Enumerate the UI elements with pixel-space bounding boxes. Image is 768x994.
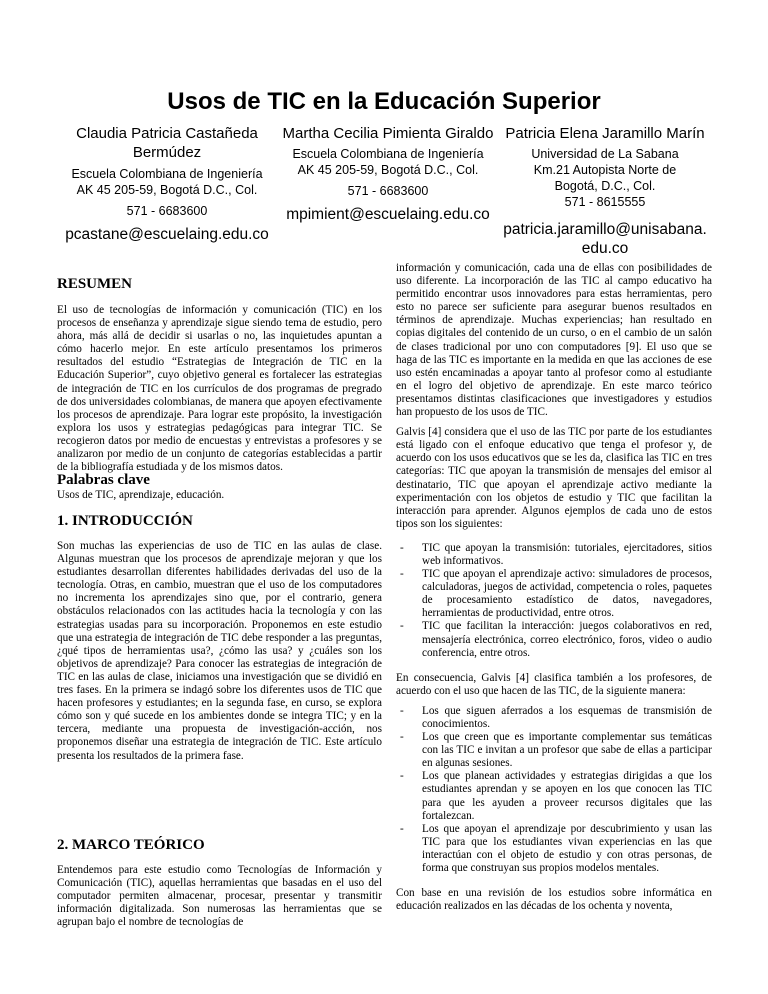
list-item: - TIC que facilitan la interacción: juegos colaborativos en red, mensajería electrónica, correo electrónico, foros, video o audio conferencia, entre otros. bbox=[396, 620, 712, 659]
author-phone: 571 - 8615555 bbox=[564, 195, 646, 209]
list-item: - Los que apoyan el aprendizaje por descubrimiento y usan las TIC para que los estudiantes vivan experiencias en las que interactúan con el objeto de estudio y con otras personas, de forma que construyan sus propios modelos mentales. bbox=[396, 823, 712, 875]
list-item: - TIC que apoyan la transmisión: tutoriales, ejercitadores, sitios web informativos. bbox=[396, 542, 712, 568]
right-paragraph-1: información y comunicación, cada una de ellas con posibilidades de uso diferente. La incorporación de las TIC al campo educativo ha permitido encontrar usos innovadores para estas herramientas, pero esto no parece ser suficiente para asegurar buenos resultados en términos de aprendizaje. Muchas experiencias; han resultado en copias digitales del contenido de un curso, o en el cambio de un salón de clases tradicional por uno con computadores [9]. El uso que se haga de las TIC es importante en la medida en que las acciones de ese uso estén encaminadas a apoyar tanto al profesor como al estudiante en el logro del objetivo de aprendizaje. En este marco teórico presentamos distintas clasificaciones que investigadores y estudios han propuesto de los usos de TIC. bbox=[396, 262, 712, 419]
author-address: Km.21 Autopista Norte de Bogotá, D.C., Col. bbox=[533, 163, 677, 193]
marco-text bbox=[57, 864, 382, 929]
author-name: Martha Cecilia Pimienta Giraldo bbox=[282, 125, 494, 142]
list-item: - Los que creen que es importante complementar sus temáticas con las TIC e invitan a un profesor que sabe de ellas a participar en algunas sesiones. bbox=[396, 731, 712, 770]
palabras-clave-heading: Palabras clave bbox=[57, 472, 150, 488]
author-phone: 571 - 6683600 bbox=[347, 184, 429, 198]
palabras-clave-paragraph: Usos de TIC, aprendizaje, educación. bbox=[57, 489, 225, 501]
intro-text bbox=[57, 540, 382, 763]
tic-types-list bbox=[396, 542, 712, 660]
list-item: - Los que planean actividades y estrategias dirigidas a que los estudiantes aprendan y se apoyen en los que conocen las TIC para que les ayuden a proveer recursos digitales que las fortalezcan. bbox=[396, 770, 712, 822]
marco-heading: 2. MARCO TEÓRICO bbox=[57, 837, 205, 853]
list-item: - TIC que apoyan el aprendizaje activo: simuladores de procesos, calculadoras, juegos de actividad, competencia o roles, paquetes de procesamiento estadístico de datos, navegadores, herramientas de productividad, entre otros. bbox=[396, 568, 712, 620]
resumen-heading: RESUMEN bbox=[57, 276, 133, 292]
palabras-clave-text bbox=[57, 489, 382, 502]
author-affiliation: Escuela Colombiana de Ingeniería bbox=[292, 147, 484, 161]
author-block-3 bbox=[496, 124, 714, 258]
author-phone: 571 - 6683600 bbox=[126, 204, 208, 218]
right-paragraph-2: Galvis [4] considera que el uso de las TIC por parte de los estudiantes está ligado con el enfoque educativo que tenga el profesor y, de acuerdo con los usos educativos que se les da, clasifica las TIC en tres categorías: TIC que apoyan la transmisión de mensajes del emisor al destinatario, TIC que apoyan el aprendizaje activo mediante la experimentación con los objetos de estudio y TIC que facilitan la interacción para aprender. Algunos ejemplos de cada uno de estos tipos son los siguientes: bbox=[396, 426, 712, 530]
author-block-2 bbox=[276, 124, 500, 224]
author-address: AK 45 205-59, Bogotá D.C., Col. bbox=[76, 183, 258, 197]
right-column bbox=[396, 262, 712, 913]
intro-paragraph: Son muchas las experiencias de uso de TIC en las aulas de clase. Algunas muestran que los procesos de aprendizaje mejoran y que los estudiantes desarrollan diferentes habilidades derivadas del uso de la tecnología. Otras, en cambio, muestran que el uso de los computadores no incrementa los aprendizajes sino que, por el contrario, genera obstáculos relacionados con las actitudes hacia la tecnología y con las estrategias usadas para su incorporación. Proponemos en este estudio que una estrategia de integración de TIC debe responder a las preguntas, ¿qué tipos de herramientas usa?, ¿cómo las usa? y ¿cuáles son los objetivos de aprendizaje? Para conocer las estrategias de integración de TIC en las aulas de clase, iniciamos una investigación que se dividió en tres fases. En la primera se indagó sobre los diferentes usos de TIC que hacen profesores y estudiantes; en la segunda fase, en curso, se explora cómo son y qué sucede en los ambientes donde se integra TIC; y en la tercera, mediante una propuesta de investigación-acción, nos proponemos diseñar una estrategia de integración de TIC. Este artículo presenta los resultados de la primera fase. bbox=[57, 540, 382, 762]
intro-heading: 1. INTRODUCCIÓN bbox=[57, 513, 193, 529]
author-block-1 bbox=[58, 124, 276, 244]
right-paragraph-4: Con base en una revisión de los estudios sobre informática en educación realizados en las décadas de los ochenta y noventa, bbox=[396, 887, 712, 913]
author-address: AK 45 205-59, Bogotá D.C., Col. bbox=[297, 163, 479, 177]
paper-title: Usos de TIC en la Educación Superior bbox=[167, 88, 601, 115]
author-email[interactable]: mpimient@escuelaing.edu.co bbox=[286, 206, 490, 223]
author-affiliation: Escuela Colombiana de Ingeniería bbox=[71, 167, 263, 181]
author-email[interactable]: patricia.jaramillo@unisabana.edu.co bbox=[503, 221, 707, 257]
author-name: Claudia Patricia Castañeda Bermúdez bbox=[76, 125, 258, 161]
teacher-types-list bbox=[396, 705, 712, 875]
author-email[interactable]: pcastane@escuelaing.edu.co bbox=[65, 226, 269, 243]
resumen-paragraph: El uso de tecnologías de información y comunicación (TIC) en los procesos de enseñanza y aprendizaje sigue siendo tema de estudio, pero ahora, más allá de decidir si usarlas o no, las inquietudes apuntan a cómo hacerlo mejor. En este artículo presentamos los primeros resultados del estudio “Estrategias de Integración de TIC en la Educación Superior”, cuyo objetivo general es fortalecer las estrategias de integración de TIC en los currículos de dos programas de pregrado de dos universidades colombianas, de manera que apoyen efectivamente los procesos de aprendizaje. Para lograr este propósito, la investigación explora los usos y estrategias pedagógicas para integrar TIC. Se recogieron datos por medio de encuestas y entrevistas a profesores y se analizaron por medio de un conjunto de categorías establecidas a partir de la bibliografía estudiada y de los mismos datos. bbox=[57, 304, 382, 474]
list-item: - Los que siguen aferrados a los esquemas de transmisión de conocimientos. bbox=[396, 705, 712, 731]
author-name: Patricia Elena Jaramillo Marín bbox=[505, 125, 705, 142]
right-paragraph-3: En consecuencia, Galvis [4] clasifica también a los profesores, de acuerdo con el uso que hacen de las TIC, de la siguiente manera: bbox=[396, 671, 712, 697]
resumen-text bbox=[57, 304, 382, 474]
marco-paragraph: Entendemos para este estudio como Tecnologías de Información y Comunicación (TIC), aquellas herramientas que basadas en el uso del computador permiten almacenar, procesar, presentar y transmitir información digitalizada. Son numerosas las herramientas que se agrupan bajo el nombre de tecnologías de bbox=[57, 864, 382, 929]
author-affiliation: Universidad de La Sabana bbox=[531, 147, 679, 161]
